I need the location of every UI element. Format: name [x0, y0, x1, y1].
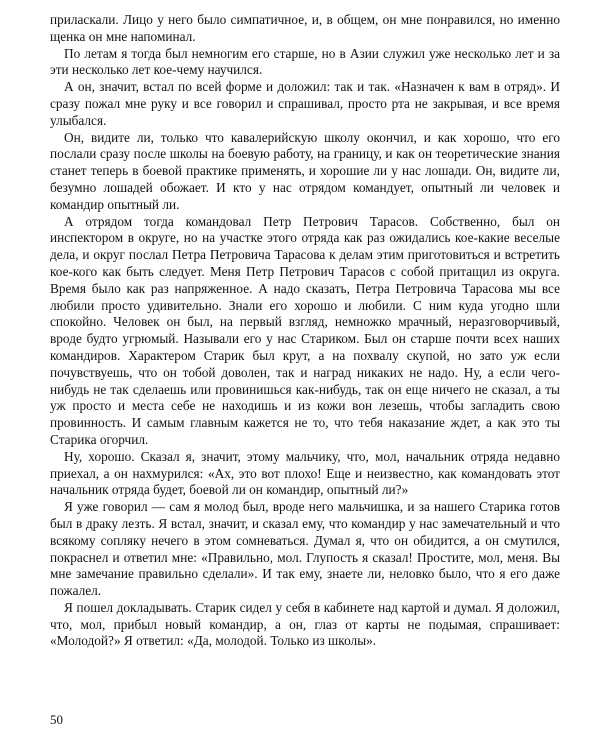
paragraph-continued: приласкали. Лицо у него было симпатичное, и, в общем, он мне понравился, но именно щенка он мне напоминал.: [50, 12, 560, 44]
paragraph: А отрядом тогда командовал Петр Петрович Тарасов. Собственно, был он инспектором в округе, но на участке этого отряда как раз ожидались кое-какие веселые дела, и округ послал Петра Петровича Тарасова к делам этим приготовиться и встретить кое-кого как быть следует. Меня Петр Петрович Тарасов с собой притащил из округа. Время было как раз напряженное. А надо сказать, Петра Петровича Тарасова мы все любили просто удивительно. Знали его хорошо и любили. С ним куда угодно шли спокойно. Человек он был, на первый взгляд, немножко мрачный, неразговорчивый, вроде будто угрюмый. Называли его у нас Стариком. Был он старше почти всех наших командиров. Характером Старик был крут, а на похвалу скупой, но зато уж если почувствуешь, что он тобой доволен, так и наград никаких не надо. Ну, а если чего-нибудь не так сделаешь или провинишься как-нибудь, так он еще ничего не сказал, а ты уж просто и места себе не находишь и из кожи вон лезешь, чтобы загладить свою провинность. И самым главным кажется не то, что тебя наказание ждет, а как это ты Старика огорчил.: [50, 213, 560, 447]
page-number: 50: [50, 712, 63, 727]
paragraph: Я уже говорил — сам я молод был, вроде него мальчишка, и за нашего Старика готов был в драку лезть. Я встал, значит, и сказал ему, что командир у нас замечательный и что всякому сопляку нечего в этом сомневаться. Думал я, что он обидится, а он смутился, покраснел и ответил мне: «Правильно, мол. Глупость я сказал! Простите, мол, меня. Вы мне замечание правильно сделали». И так ему, знаете ли, неловко было, что я его даже пожалел.: [50, 499, 560, 599]
paragraph: По летам я тогда был немногим его старше, но в Азии служил уже несколько лет и за эти несколько лет кое-чему научился.: [50, 45, 560, 78]
paragraph: Ну, хорошо. Сказал я, значит, этому мальчику, что, мол, начальник отряда недавно приехал, а он нахмурился: «Ах, это вот плохо! Еще и неизвестно, как командовать этот начальник отряда будет, боевой ли он командир, опытный ли?»: [50, 448, 560, 498]
paragraph: Он, видите ли, только что кавалерийскую школу окончил, и как хорошо, что его послали сразу после школы на боевую работу, на границу, и как он теоретические знания станет теперь в боевой практике применять, и хорошие ли у нас лошади. Он, видите ли, безумно лошадей обожает. И кто у нас отрядом командует, опытный ли человек и командир опытный ли.: [50, 129, 560, 212]
body-text: [50, 12, 560, 650]
paragraph: А он, значит, встал по всей форме и доложил: так и так. «Назначен к вам в отряд». И сразу пожал мне руку и все говорил и спрашивал, просто рта не закрывая, и все время улыбался.: [50, 79, 560, 128]
paragraph: Я пошел докладывать. Старик сидел у себя в кабинете над картой и думал. Я доложил, что, мол, прибыл новый командир, а он, глаз от карты не подымая, спрашивает: «Молодой?» Я ответил: «Да, молодой. Только из школы».: [50, 599, 560, 649]
